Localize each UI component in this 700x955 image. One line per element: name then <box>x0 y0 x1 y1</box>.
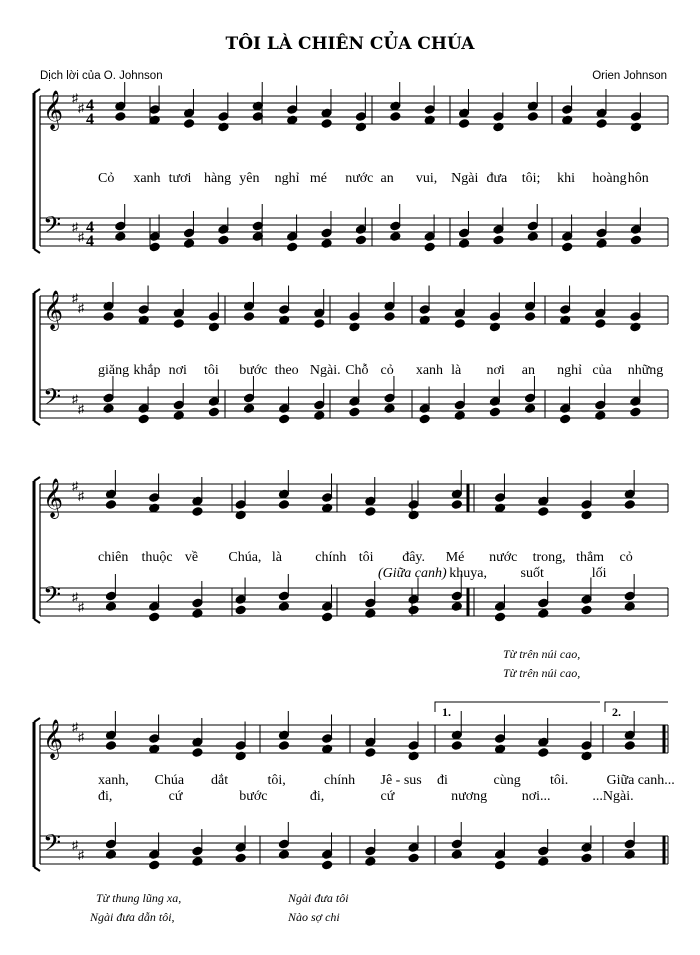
bass-note-head <box>390 221 401 231</box>
lyric-syllable: Cỏ <box>98 171 115 186</box>
bracket-top <box>34 89 40 93</box>
lyric-syllable: khuya, <box>449 566 487 581</box>
bass-note-head <box>408 595 419 605</box>
lyric-syllable: yên <box>239 171 260 186</box>
lyric-syllable: lối <box>591 566 607 581</box>
bracket-top <box>34 718 40 722</box>
bass-note-head <box>208 397 219 407</box>
lyric-syllable: tôi. <box>550 773 569 788</box>
time-signature-bottom: 4 <box>86 111 94 128</box>
key-sharp-f: ♯ <box>72 479 78 493</box>
bass-note-head <box>279 414 290 424</box>
treble-note-head <box>149 734 160 744</box>
bass-note-head <box>595 411 606 421</box>
bass-note-head <box>624 602 635 612</box>
treble-note-head <box>349 312 360 322</box>
key-sharp-c: ♯ <box>78 101 84 115</box>
bass-note-head <box>278 602 289 612</box>
composer-credit: Orien Johnson <box>592 70 667 82</box>
bass-note-head <box>581 595 592 605</box>
bass-note-head <box>103 404 114 414</box>
bass-note-head <box>595 400 606 410</box>
bass-note-head <box>349 407 360 417</box>
treble-note-head <box>451 741 462 751</box>
lyric-syllable: đi, <box>98 789 113 804</box>
bass-note-head <box>581 853 592 863</box>
bass-note-head <box>365 598 376 608</box>
bracket-bottom <box>34 867 40 871</box>
bass-note-head <box>321 239 332 249</box>
treble-note-head <box>322 493 333 503</box>
lyric-syllable: dắt <box>211 773 229 788</box>
bass-note-head <box>322 612 333 622</box>
bass-note-head <box>424 242 435 252</box>
bass-note-head <box>192 846 203 856</box>
bass-note-head <box>278 839 289 849</box>
bass-note-head <box>630 225 641 235</box>
lyric-syllable: xanh, <box>98 773 129 788</box>
treble-note-head <box>408 741 419 751</box>
bass-lyric: Từ trên núi cao, <box>503 647 581 661</box>
bass-note-head <box>493 225 504 235</box>
bass-note-head <box>287 232 298 242</box>
bass-note-head <box>495 612 506 622</box>
bass-note-head <box>321 228 332 238</box>
bass-clef-icon: 𝄢 <box>43 213 62 244</box>
lyric-syllable: theo <box>274 363 299 378</box>
bass-note-head <box>314 400 325 410</box>
treble-note-head <box>538 507 549 517</box>
bass-lyric: Ngài đưa dẫn tôi, <box>90 910 175 924</box>
key-sharp-f: ♯ <box>72 392 78 406</box>
bass-note-head <box>149 602 160 612</box>
lyric-syllable: nơi <box>486 363 505 378</box>
treble-note-head <box>115 112 126 122</box>
bass-note-head <box>355 235 366 245</box>
bass-note-head <box>322 602 333 612</box>
lyric-syllable: hôn <box>627 171 649 186</box>
bass-note-head <box>562 232 573 242</box>
bass-note-head <box>538 609 549 619</box>
treble-note-head <box>489 312 500 322</box>
lyric-syllable: chính <box>315 550 347 565</box>
bass-clef-icon: 𝄢 <box>43 583 62 614</box>
lyric-syllable: Ngài <box>451 171 479 186</box>
bass-note-head <box>149 232 160 242</box>
lyric-syllable: khi <box>557 171 575 186</box>
bass-note-head <box>365 609 376 619</box>
bass-note-head <box>454 411 465 421</box>
bass-note-head <box>184 239 195 249</box>
key-sharp-f: ♯ <box>72 220 78 234</box>
bracket-bottom <box>34 249 40 253</box>
lyric-syllable: Chỗ <box>345 363 369 378</box>
bass-note-head <box>419 404 430 414</box>
bass-note-head <box>278 591 289 601</box>
bass-note-head <box>278 850 289 860</box>
bass-note-head <box>138 404 149 414</box>
bass-lyric: Từ thung lũng xa, <box>96 891 182 905</box>
treble-note-head <box>279 305 290 315</box>
lyric-syllable: giăng <box>98 363 130 378</box>
bass-clef-icon: 𝄢 <box>43 385 62 416</box>
bass-note-head <box>235 843 246 853</box>
bass-note-head <box>173 411 184 421</box>
bass-note-head <box>322 860 333 870</box>
lyric-syllable: đi <box>437 773 448 788</box>
lyric-syllable: trong, <box>532 550 566 565</box>
treble-note-head <box>454 319 465 329</box>
treble-note-head <box>384 312 395 322</box>
bass-note-head <box>208 407 219 417</box>
lyric-syllable: nơi <box>168 363 187 378</box>
bass-note-head <box>355 225 366 235</box>
bass-note-head <box>192 609 203 619</box>
treble-note-head <box>459 119 470 129</box>
key-sharp-f: ♯ <box>72 838 78 852</box>
key-sharp-c: ♯ <box>78 600 84 614</box>
bass-note-head <box>244 393 255 403</box>
bass-note-head <box>527 232 538 242</box>
bass-note-head <box>630 397 641 407</box>
lyric-syllable: nghỉ <box>274 171 300 186</box>
treble-note-head <box>235 500 246 510</box>
lyric-syllable: của <box>592 363 612 378</box>
key-sharp-c: ♯ <box>78 402 84 416</box>
key-sharp-f: ♯ <box>72 590 78 604</box>
bass-note-head <box>192 857 203 867</box>
key-sharp-c: ♯ <box>78 489 84 503</box>
lyric-syllable: tươi <box>168 171 192 186</box>
bass-note-head <box>365 846 376 856</box>
lyric-syllable: bước <box>239 789 268 804</box>
time-signature-top: 4 <box>86 219 94 236</box>
bass-note-head <box>138 414 149 424</box>
treble-note-head <box>322 734 333 744</box>
bass-note-head <box>408 605 419 615</box>
lyric-syllable: an <box>380 171 394 186</box>
bass-note-head <box>149 612 160 622</box>
bass-note-head <box>596 239 607 249</box>
lyric-syllable: cỏ <box>380 363 394 378</box>
bass-note-head <box>149 242 160 252</box>
lyric-syllable: ...Ngài. <box>592 789 634 804</box>
treble-note-head <box>562 105 573 115</box>
translator-credit: Dịch lời của O. Johnson <box>40 70 163 82</box>
bass-note-head <box>495 602 506 612</box>
lyric-syllable: hàng <box>203 171 232 186</box>
key-sharp-f: ♯ <box>72 720 78 734</box>
bass-note-head <box>525 404 536 414</box>
treble-note-head <box>355 112 366 122</box>
lyric-syllable: (Giữa canh) <box>378 566 447 581</box>
key-sharp-c: ♯ <box>78 301 84 315</box>
bass-note-head <box>279 404 290 414</box>
lyric-syllable: thuộc <box>141 550 173 565</box>
lyric-syllable: Ngài. <box>309 363 341 378</box>
treble-note-head <box>218 112 229 122</box>
lyric-syllable: thẳm <box>576 550 605 565</box>
treble-note-head <box>105 741 116 751</box>
lyric-syllable: là <box>451 363 462 378</box>
lyric-syllable: chính <box>324 773 356 788</box>
lyric-syllable: tôi, <box>267 773 286 788</box>
lyric-syllable: Mé <box>445 550 465 565</box>
lyric-syllable: đi, <box>309 789 325 804</box>
bass-note-head <box>538 857 549 867</box>
lyric-syllable: cứ <box>380 789 395 804</box>
bass-lyric: Từ trên núi cao, <box>503 666 581 680</box>
bass-note-head <box>495 860 506 870</box>
treble-note-head <box>493 112 504 122</box>
bass-note-head <box>527 221 538 231</box>
bass-lyric: Nào sợ chi <box>288 910 340 924</box>
lyric-syllable: cứ <box>168 789 183 804</box>
bass-note-head <box>630 407 641 417</box>
bass-note-head <box>384 404 395 414</box>
treble-note-head <box>235 741 246 751</box>
treble-note-head <box>149 105 160 115</box>
song-title: TÔI LÀ CHIÊN CỦA CHÚA <box>225 34 475 54</box>
time-signature-bottom: 4 <box>86 233 94 250</box>
bracket-bottom <box>34 619 40 623</box>
lyric-syllable: nước <box>345 171 374 186</box>
lyric-syllable: những <box>627 363 664 378</box>
lyric-syllable: tôi <box>203 363 219 378</box>
lyric-syllable: bước <box>239 363 268 378</box>
bass-note-head <box>408 853 419 863</box>
bass-note-head <box>184 228 195 238</box>
treble-clef-icon: 𝄞 <box>43 292 64 329</box>
bracket-top <box>34 477 40 481</box>
lyric-syllable: là <box>271 550 282 565</box>
treble-note-head <box>390 112 401 122</box>
treble-clef-icon: 𝄞 <box>43 92 64 129</box>
treble-note-head <box>527 112 538 122</box>
bass-note-head <box>408 843 419 853</box>
bass-note-head <box>192 598 203 608</box>
bass-note-head <box>451 850 462 860</box>
treble-note-head <box>138 305 149 315</box>
bass-note-head <box>538 598 549 608</box>
bass-note-head <box>105 839 116 849</box>
treble-note-head <box>103 312 114 322</box>
bass-note-head <box>560 404 571 414</box>
bass-note-head <box>581 605 592 615</box>
bass-lyric: Ngài đưa tôi <box>288 891 349 905</box>
treble-note-head <box>581 741 592 751</box>
lyric-syllable: nơi... <box>521 789 551 804</box>
bass-note-head <box>495 850 506 860</box>
treble-note-head <box>451 500 462 510</box>
treble-note-head <box>424 105 435 115</box>
treble-note-head <box>184 119 195 129</box>
treble-note-head <box>192 748 203 758</box>
treble-note-head <box>538 748 549 758</box>
lyric-syllable: Chúa, <box>228 550 262 565</box>
lyric-syllable: nương <box>451 789 488 804</box>
bass-note-head <box>149 860 160 870</box>
treble-note-head <box>365 507 376 517</box>
treble-note-head <box>149 493 160 503</box>
time-signature-top: 4 <box>86 97 94 114</box>
treble-note-head <box>173 319 184 329</box>
bracket-bottom <box>34 421 40 425</box>
key-sharp-f: ♯ <box>72 291 78 305</box>
lyric-syllable: nghỉ <box>557 363 582 378</box>
bass-note-head <box>105 591 116 601</box>
bass-note-head <box>218 235 229 245</box>
treble-note-head <box>408 500 419 510</box>
treble-note-head <box>321 119 332 129</box>
bass-note-head <box>624 591 635 601</box>
lyric-syllable: Chúa <box>154 773 185 788</box>
treble-note-head <box>495 734 506 744</box>
lyric-syllable: vui, <box>415 171 438 186</box>
lyric-syllable: đưa <box>486 171 508 186</box>
bass-note-head <box>459 239 470 249</box>
bass-note-head <box>287 242 298 252</box>
treble-note-head <box>525 312 536 322</box>
treble-note-head <box>495 493 506 503</box>
bass-note-head <box>384 393 395 403</box>
treble-note-head <box>419 305 430 315</box>
bass-note-head <box>149 850 160 860</box>
lyric-syllable: Jê - sus <box>380 773 422 788</box>
bass-note-head <box>235 605 246 615</box>
lyric-syllable: tôi <box>358 550 374 565</box>
bass-note-head <box>489 407 500 417</box>
lyric-syllable: xanh <box>415 363 444 378</box>
treble-note-head <box>624 741 635 751</box>
treble-clef-icon: 𝄞 <box>43 721 64 758</box>
treble-note-head <box>365 748 376 758</box>
treble-note-head <box>624 500 635 510</box>
bass-note-head <box>624 850 635 860</box>
volta-bracket-1 <box>435 702 600 712</box>
treble-note-head <box>595 319 606 329</box>
bass-note-head <box>115 221 126 231</box>
bass-note-head <box>624 839 635 849</box>
lyric-syllable: chiên <box>98 550 129 565</box>
bass-note-head <box>525 393 536 403</box>
treble-note-head <box>581 500 592 510</box>
treble-note-head <box>278 741 289 751</box>
bass-note-head <box>454 400 465 410</box>
bass-note-head <box>489 397 500 407</box>
volta-2-label: 2. <box>612 705 621 719</box>
bass-note-head <box>451 839 462 849</box>
treble-note-head <box>287 105 298 115</box>
bass-note-head <box>365 857 376 867</box>
bass-note-head <box>235 595 246 605</box>
bass-note-head <box>173 400 184 410</box>
bass-note-head <box>630 235 641 245</box>
treble-note-head <box>630 112 641 122</box>
bass-note-head <box>390 232 401 242</box>
treble-note-head <box>192 507 203 517</box>
bass-note-head <box>424 232 435 242</box>
treble-note-head <box>314 319 325 329</box>
treble-note-head <box>630 312 641 322</box>
bass-note-head <box>105 850 116 860</box>
key-sharp-c: ♯ <box>78 230 84 244</box>
lyric-syllable: cỏ <box>619 550 633 565</box>
bass-note-head <box>451 591 462 601</box>
lyric-syllable: tôi; <box>521 171 541 186</box>
key-sharp-c: ♯ <box>78 848 84 862</box>
bass-note-head <box>459 228 470 238</box>
treble-clef-icon: 𝄞 <box>43 480 64 517</box>
lyric-syllable: khắp <box>133 363 161 378</box>
bass-note-head <box>244 404 255 414</box>
bass-clef-icon: 𝄢 <box>43 831 62 862</box>
bass-note-head <box>103 393 114 403</box>
bass-note-head <box>115 232 126 242</box>
lyric-syllable: an <box>521 363 535 378</box>
treble-note-head <box>208 312 219 322</box>
treble-note-head <box>105 500 116 510</box>
bass-note-head <box>538 846 549 856</box>
treble-note-head <box>560 305 571 315</box>
lyric-syllable: về <box>184 550 199 565</box>
lyric-syllable: xanh <box>133 171 161 186</box>
bass-note-head <box>596 228 607 238</box>
lyric-syllable: suốt <box>520 566 544 581</box>
lyric-syllable: mé <box>309 171 327 186</box>
key-sharp-c: ♯ <box>78 730 84 744</box>
bass-note-head <box>451 602 462 612</box>
treble-note-head <box>244 312 255 322</box>
bass-note-head <box>493 235 504 245</box>
volta-1-label: 1. <box>442 705 451 719</box>
bass-note-head <box>218 225 229 235</box>
lyric-syllable: nước <box>489 550 518 565</box>
bass-note-head <box>322 850 333 860</box>
lyric-syllable: Giữa canh... <box>606 773 675 788</box>
key-sharp-f: ♯ <box>72 91 78 105</box>
bass-note-head <box>562 242 573 252</box>
treble-note-head <box>596 119 607 129</box>
bass-note-head <box>349 397 360 407</box>
lyric-syllable: cùng <box>493 773 521 788</box>
bracket-top <box>34 289 40 293</box>
bass-note-head <box>105 602 116 612</box>
bass-note-head <box>235 853 246 863</box>
lyric-syllable: đây. <box>402 550 426 565</box>
bass-note-head <box>581 843 592 853</box>
bass-note-head <box>314 411 325 421</box>
lyric-syllable: hoàng <box>592 171 627 186</box>
treble-note-head <box>278 500 289 510</box>
bass-note-head <box>560 414 571 424</box>
bass-note-head <box>419 414 430 424</box>
